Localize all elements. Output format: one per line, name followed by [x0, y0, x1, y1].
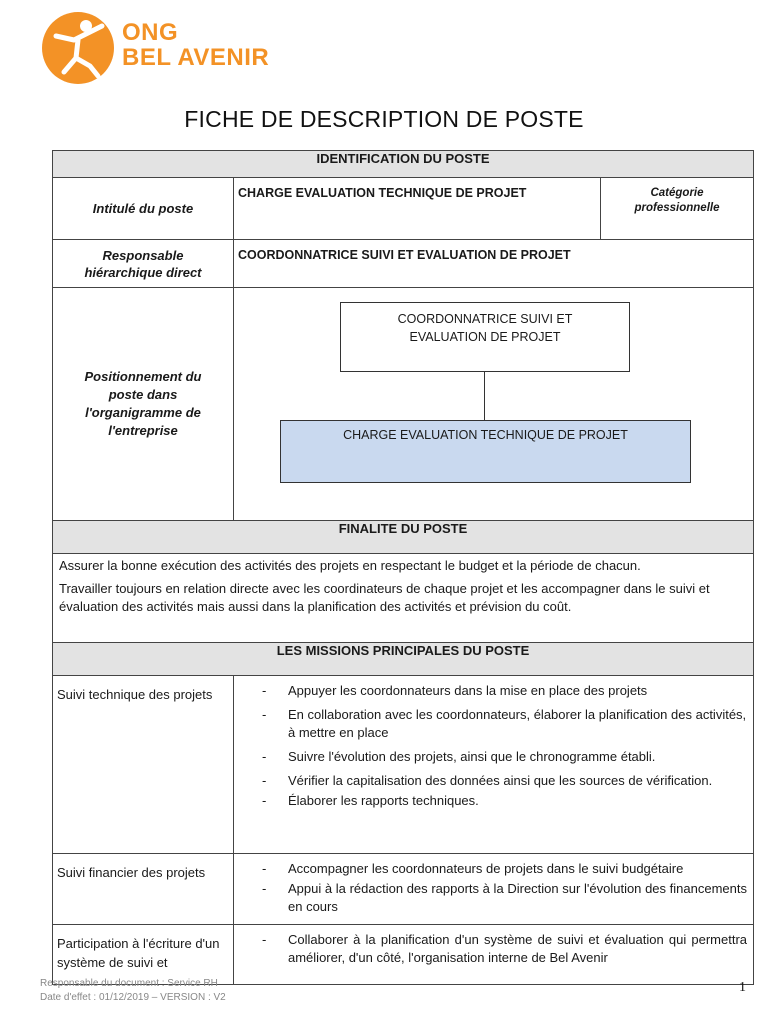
page-number: 1 [739, 980, 746, 995]
mission-label: Suivi financier des projets [53, 854, 234, 925]
logo-line-2: BEL AVENIR [122, 44, 270, 71]
mission-item: - Collaborer à la planification d'un système de suivi et évaluation qui permettra améliorer, d'un côté, l'organisation interne de Bel Avenir [256, 931, 747, 967]
categorie-line-1: Catégorie [650, 187, 704, 199]
org-top-line-1: COORDONNATRICE SUIVI ET [397, 312, 573, 326]
logo-line-1: ONG [122, 19, 179, 46]
positionnement-line-3: l'organigramme de [85, 405, 201, 420]
responsable-label [53, 240, 234, 288]
logo-circle [42, 12, 114, 84]
responsable-value: COORDONNATRICE SUIVI ET EVALUATION DE PROJET [234, 240, 754, 288]
job-description-table [52, 150, 754, 985]
mission-label: Participation à l'écriture d'un système de suivi et [53, 925, 234, 985]
mission-item: - Appui à la rédaction des rapports à la Direction sur l'évolution des financements en cours [256, 880, 747, 916]
finalite-paragraph-2: Travailler toujours en relation directe avec les coordinateurs de chaque projet et les accompagner dans le suivi et évaluation des activités mais aussi dans la planification des activités et prévision du coût. [59, 581, 710, 614]
intitule-value: CHARGE EVALUATION TECHNIQUE DE PROJET [234, 178, 601, 240]
logo-text [122, 20, 269, 70]
mission-row [53, 676, 754, 854]
positionnement-label [53, 288, 234, 521]
footer-responsable: Responsable du document : Service RH [40, 978, 218, 989]
org-connector [484, 372, 485, 420]
org-chart [234, 288, 754, 521]
org-top-line-2: EVALUATION DE PROJET [409, 330, 561, 344]
mission-list [256, 682, 747, 810]
finalite-content [53, 554, 754, 643]
finalite-header: FINALITE DU POSTE [53, 521, 754, 554]
identification-header-row [53, 151, 754, 178]
identification-header: IDENTIFICATION DU POSTE [53, 151, 754, 178]
running-figure-icon [42, 12, 114, 84]
org-box-charge: CHARGE EVALUATION TECHNIQUE DE PROJET [280, 420, 691, 483]
responsable-line-2: hiérarchique direct [84, 265, 202, 280]
job-description-sheet [52, 150, 753, 970]
positionnement-line-2: poste dans [108, 387, 178, 402]
ong-logo [42, 12, 302, 84]
mission-list [256, 860, 747, 916]
finalite-paragraph-1: Assurer la bonne exécution des activités des projets en respectant le budget et la période de chacun. [59, 558, 641, 573]
mission-row [53, 854, 754, 925]
intitule-label: Intitulé du poste [53, 178, 234, 240]
finalite-row [53, 554, 754, 643]
mission-item: - Appuyer les coordonnateurs dans la mise en place des projets [256, 682, 747, 700]
footer-date-version: Date d'effet : 01/12/2019 – VERSION : V2 [40, 992, 226, 1003]
mission-item: - Vérifier la capitalisation des données ainsi que les sources de vérification. [256, 772, 747, 790]
mission-item: - Élaborer les rapports techniques. [256, 792, 747, 810]
document-title: FICHE DE DESCRIPTION DE POSTE [184, 106, 584, 132]
categorie-line-2: professionnelle [634, 202, 720, 214]
mission-row [53, 925, 754, 985]
missions-header-row [53, 643, 754, 676]
mission-items [234, 925, 754, 985]
mission-item: - En collaboration avec les coordonnateurs, élaborer la planification des activités, à mettre en place [256, 706, 747, 742]
positionnement-line-1: Positionnement du [84, 369, 202, 384]
categorie-label [601, 178, 754, 240]
mission-items [234, 854, 754, 925]
mission-item: - Accompagner les coordonnateurs de projets dans le suivi budgétaire [256, 860, 747, 878]
positionnement-line-4: l'entreprise [108, 423, 178, 438]
positionnement-row [53, 288, 754, 521]
finalite-header-row [53, 521, 754, 554]
mission-list [256, 931, 747, 967]
missions-header: LES MISSIONS PRINCIPALES DU POSTE [53, 643, 754, 676]
org-box-coordonnatrice [340, 302, 630, 372]
responsable-line-1: Responsable [102, 248, 184, 263]
responsable-row [53, 240, 754, 288]
intitule-row [53, 178, 754, 240]
document-footer [40, 977, 226, 1005]
mission-item: - Suivre l'évolution des projets, ainsi que le chronogramme établi. [256, 748, 747, 766]
mission-items [234, 676, 754, 854]
mission-label: Suivi technique des projets [53, 676, 234, 854]
